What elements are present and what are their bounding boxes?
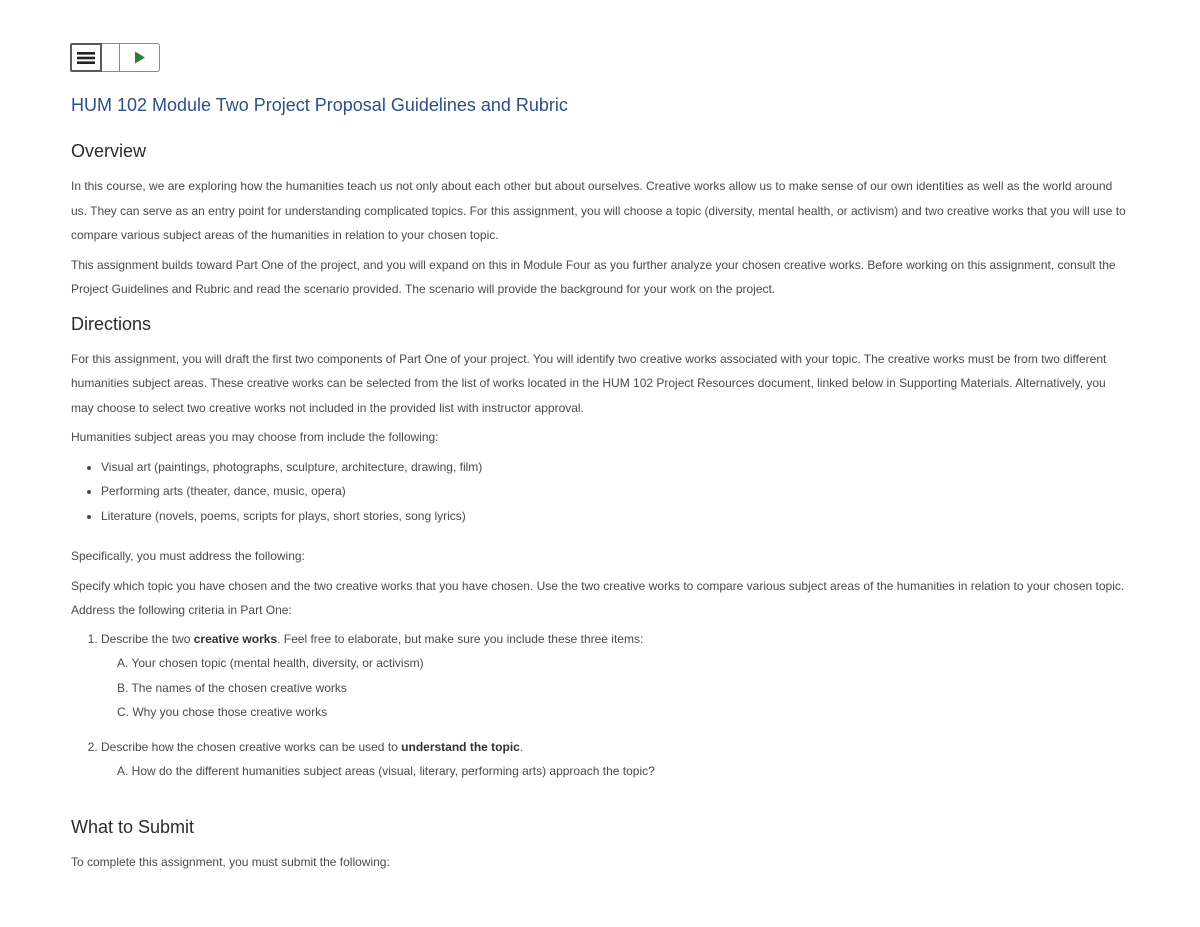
sub-item: A. How do the different humanities subject areas (visual, literary, performing arts) approach the topic?: [117, 764, 655, 778]
submit-paragraph-1: To complete this assignment, you must submit the following:: [71, 854, 390, 869]
criteria-text: Describe the two: [101, 631, 194, 646]
criteria-bold: creative works: [193, 631, 278, 646]
list-item: • Performing arts (theater, dance, music, opera): [101, 479, 1131, 504]
toolbar-spacer-button[interactable]: [102, 43, 120, 72]
hamburger-menu-icon: [77, 51, 95, 65]
menu-button[interactable]: [70, 43, 102, 72]
criteria-item-1: [101, 627, 1131, 725]
criteria-item-2: [101, 735, 1131, 784]
subject-areas-list: [71, 455, 1131, 529]
overview-paragraph-2: This assignment builds toward Part One of the project, and you will expand on this in Module Four as you further analyze your chosen creative works. Before working on this assignment, consult the Project Guidelines and Rubric and read the scenario provided. The scenario will provide the background for your work on the project.: [71, 257, 1116, 296]
overview-heading: Overview: [71, 141, 147, 161]
directions-paragraph-3: Specifically, you must address the following:: [71, 549, 305, 563]
criteria-text: .: [519, 739, 524, 754]
criteria-sub-list: [101, 759, 1131, 784]
sub-item: B. The names of the chosen creative works: [117, 680, 347, 695]
list-item: • Literature (novels, poems, scripts for plays, short stories, song lyrics): [101, 504, 1131, 529]
criteria-bold: understand the topic: [401, 739, 520, 754]
criteria-sub-list: [101, 651, 1131, 725]
directions-paragraph-2: Humanities subject areas you may choose from include the following:: [71, 430, 439, 444]
document-content: [71, 90, 1131, 874]
play-icon: [134, 51, 146, 64]
directions-paragraph-1: For this assignment, you will draft the first two components of Part One of your project. You will identify two creative works associated with your topic. The creative works must be from two different humanities subject areas. These creative works can be selected from the list of works located in the HUM 102 Project Resources document, linked below in Supporting Materials. Alternatively, you may choose to select two creative works not included in the provided list with instructor approval.: [71, 351, 1107, 415]
sub-item: A. Your chosen topic (mental health, diversity, or activism): [117, 656, 424, 670]
directions-paragraph-4: Specify which topic you have chosen and the two creative works that you have chosen. Use the two creative works to compare various subject areas of the humanities in relation to your chosen topic. Address the following criteria in Part One:: [71, 578, 1125, 617]
criteria-text: . Feel free to elaborate, but make sure you include these three items:: [277, 631, 644, 646]
document-toolbar: [70, 43, 160, 71]
play-button[interactable]: [120, 43, 160, 72]
criteria-list: [71, 627, 1131, 784]
submit-heading: What to Submit: [71, 816, 195, 837]
page-title: HUM 102 Module Two Project Proposal Guidelines and Rubric: [71, 95, 568, 115]
overview-paragraph-1: In this course, we are exploring how the humanities teach us not only about each other but about ourselves. Creative works allow us to make sense of our own identities as well as the world around us. They can serve as an entry point for understanding complicated topics. For this assignment, you will choose a topic (diversity, mental health, or activism) and two creative works that you will use to compare various subject areas of the humanities in relation to your chosen topic.: [71, 179, 1126, 242]
list-item: • Visual art (paintings, photographs, sculpture, architecture, drawing, film): [101, 455, 1131, 480]
sub-item: C. Why you chose those creative works: [117, 705, 328, 719]
directions-heading: Directions: [71, 313, 152, 334]
criteria-text: Describe how the chosen creative works can be used to: [101, 739, 402, 754]
